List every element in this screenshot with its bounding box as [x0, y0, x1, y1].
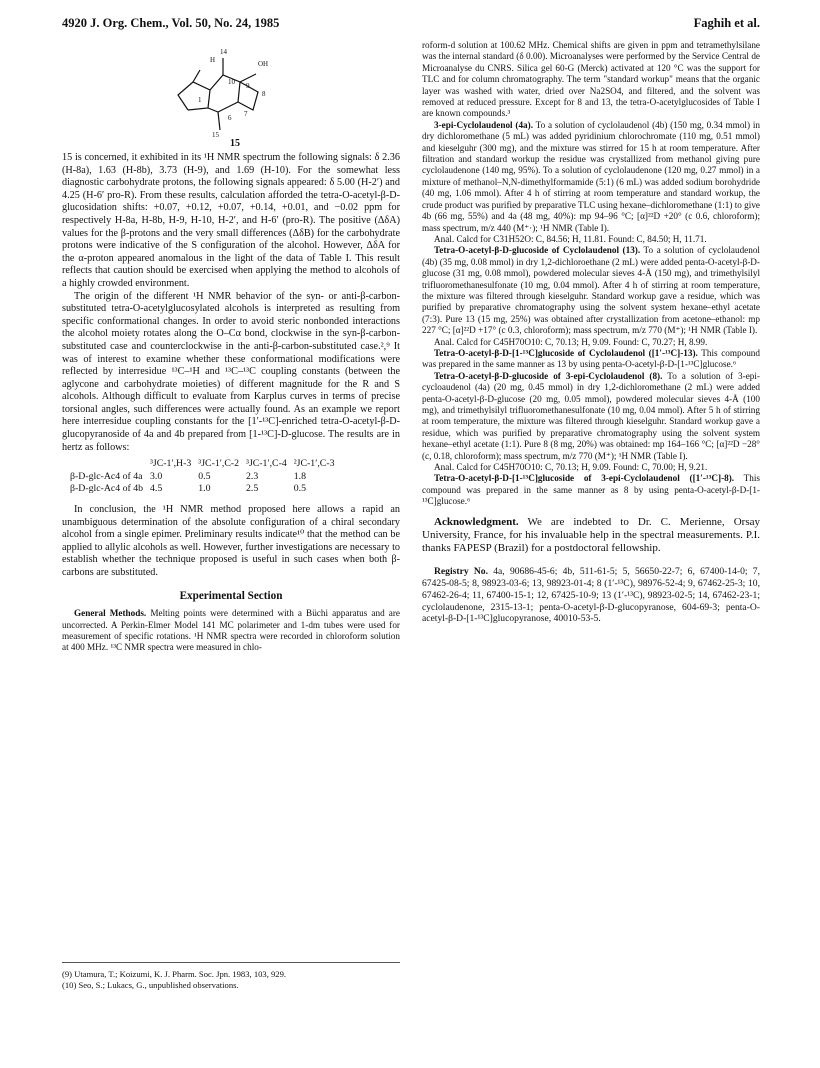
- table-header: ²JC-1′,C-3: [293, 458, 335, 470]
- run-in-heading: Registry No.: [434, 566, 488, 578]
- running-author: Faghih et al.: [693, 16, 760, 30]
- table-header: ³JC-1′,C-4: [246, 458, 287, 470]
- atom-label: 1: [198, 96, 202, 104]
- table-header: ³JC-1′,H-3: [150, 458, 192, 470]
- table-cell: β-D-glc-Ac4 of 4b: [70, 483, 143, 495]
- paragraph: The origin of the different ¹H NMR behavior of the syn- or anti-β-carbon-substituted tetra-O-acetylglucosylated alcohols is interpreted as resulting from specific conformational changes. In order to avoid steric nonbonded interactions the alcohol moiety rotates along the O–Cα bond, clockwise in the syn-β-carbon-substituted case and counterclockwise in the anti-β-carbon-substituted case.²,⁹ It was of interest to examine whether these conformational modifications were reflected by interresidue ¹³C–¹H and ¹³C–¹³C coupling constants (between the aglycone and carbohydrate moieties) of different magnitude for the R and S alcohols. Although difficult to evaluate from Karplus curves in terms of precise torsional angles, such differences were actually found. As an example we report here interresidue coupling constants for the [1′-¹³C]-enriched tetra-O-acetyl-β-D-glucopyranoside of 4a and 4b prepared from [1-¹³C]-D-glucose. The results are in hertz as follows:: [62, 290, 400, 453]
- section-title: Experimental Section: [179, 589, 283, 602]
- table-header: ³JC-1′,C-2: [198, 458, 240, 470]
- paragraph: [422, 348, 760, 371]
- paragraph-text: To a solution of cyclolaudenol (4b) (35 mg, 0.08 mmol) in dry 1,2-dichloroethane (2 mL) were added penta-O-acetyl-β-D-glucose (31 mg, 0.08 mmol), powdered molecular sieves 4-Å (150 mg), and trimethylsilyl trifluoromethanesulfonate (10 mg, 0.04 mmol). After 4 h of stirring at room temperature, the mixture was filtered through kieselguhr. Standard workup gave a residue, which was purified by preparative chromatography using the solvent system hexane–ethyl acetate (7:3). Pure 13 (15 mg, 25%) was obtained after crystallization from acetone–ethanol: mp 227 °C; [α]²²D +17° (c 0.3, chloroform); mass spectrum, m/z 770 (M⁺); ¹H NMR (Table I).: [422, 245, 760, 336]
- page-header: [62, 16, 760, 36]
- paragraph: Anal. Calcd for C45H70O10: C, 70.13; H, 9.09. Found: C, 70.27; H, 8.99.: [434, 336, 708, 347]
- table-cell: 3.0: [150, 470, 163, 482]
- run-in-heading: Tetra-O-acetyl-β-D-[1-¹³C]glucoside of Cyclolaudenol ([1′-¹³C]-13).: [434, 347, 698, 358]
- run-in-heading: 3-epi-Cyclolaudenol (4a).: [434, 119, 534, 130]
- paragraph: Anal. Calcd for C31H52O: C, 84.56; H, 11.81. Found: C, 84.50; H, 11.71.: [434, 233, 707, 244]
- atom-label: 9: [246, 82, 250, 90]
- paragraph: Anal. Calcd for C45H70O10: C, 70.13; H, 9.09. Found: C, 70.00; H, 9.21.: [434, 462, 708, 473]
- table-header: [70, 458, 150, 471]
- paragraph-text: This compound was prepared in the same manner as 8 by using penta-O-acetyl-β-D-[1-¹³C]glucose.⁶: [422, 473, 760, 507]
- table-cell: 0.5: [198, 470, 211, 482]
- run-in-heading: Tetra-O-acetyl-β-D-glucoside of 3-epi-Cyclolaudenol (8).: [434, 370, 663, 381]
- registry-numbers: [422, 566, 760, 625]
- atom-label: 14: [220, 48, 227, 56]
- paragraph: [422, 371, 760, 462]
- paragraph: In conclusion, the ¹H NMR method proposed here allows a rapid an unambiguous determination of the absolute configuration of a chiral secondary alcohol from a single epimer. Preliminary results indicate¹⁰ that the method can be applied to allylic alcohols as well. However, further investigations are necessary to establish whether the technique proposed is useful in such cases when both β-carbons are substituted.: [62, 504, 400, 578]
- compound-label: 15: [230, 138, 240, 149]
- paragraph-text: To a solution of 3-epi-cycloaudenol (4a) (20 mg, 0.45 mmol) in dry 1,2-dichloromethane (2 mL) were added penta-O-acetyl-β-D-glucose (20 mg, 0.05 mmol), powdered molecular sieves 4-Å (100 mg), and trimethylsilyl trifluoromethanesulfonate (10 mg, 0.04 mmol). After 5 h of stirring at room temperature, the mixture was filtered through kieselguhr. Standard workup gave a residue, which was purified by preparative chromatography using the solvent system hexane–ethyl acetate (1:1). Pure 8 (8 mg, 20%) was obtained: mp 164–166 °C; [α]²²D −28° (c, 0.18, chloroform); mass spectrum, m/z 770 (M⁺); ¹H NMR (Table I).: [422, 370, 760, 461]
- paragraph-text: We are indebted to Dr. C. Merienne, Orsay University, France, for his invaluable help in the spectral measurements. P.I. thanks FAPESP (Brazil) for a postdoctoral fellowship.: [422, 515, 760, 555]
- atom-label: 6: [228, 114, 232, 122]
- run-in-heading: Tetra-O-acetyl-β-D-[1-¹³C]glucoside of 3-epi-Cyclolaudenol ([1′-¹³C]-8).: [434, 473, 735, 484]
- atom-label: 10: [228, 78, 235, 86]
- table-row: [70, 483, 341, 496]
- paragraph: 15 is concerned, it exhibited in its ¹H NMR spectrum the following signals: δ 2.36 (H-8a), 1.63 (H-8b), 3.73 (H-9), and 1.69 (H-10). For the somewhat less diagnostic carbohydrate protons, the following signals appeared: δ 5.00 (H-2′) and 4.25 (H-6′ pro-R). From these results, calculation afforded the tetra-O-acetyl-β-D-glucosidation shifts: +0.07, +0.12, +0.07, +0.14, +0.01, and −0.02 ppm for respectively H-8a, H-8b, H-9, H-10, H-2′, and H-6′ (pro-R). The positive (ΔδA) values for the β-protons and the very small differences (ΔδB) for the carbohydrate protons were indicative of the S configuration of the alcohol. However, ΔδA for the α-proton appeared anomalous in the light of the data of Table I. This result reflects that caution should be exercised when applying the method to alcohols of a highly crowded environment.: [62, 152, 400, 289]
- table-header-row: [70, 458, 341, 471]
- paragraph-text: 4a, 90686-45-6; 4b, 511-61-5; 5, 56650-22-7; 6, 67400-14-0; 7, 67425-08-5; 8, 98923-03-6; 13, 98923-01-4; 8 (1′-¹³C), 98976-52-4; 9, 67462-25-3; 10, 67462-26-4; 11, 67400-15-1; 12, 67425-10-9; 13 (1′-¹³C), 98923-02-5; 14, 67462-23-1; cyclolaudenone, 2315-13-1; penta-O-acetyl-β-D-glucopyranose, 604-69-3; penta-O-acetyl-β-D-[1-¹³C]glucopyranose, 40010-53-5.: [422, 566, 760, 625]
- table-cell: 2.3: [246, 470, 259, 482]
- atom-label: 8: [262, 90, 266, 98]
- paragraph: [422, 245, 760, 336]
- journal-citation: 4920 J. Org. Chem., Vol. 50, No. 24, 1985: [62, 16, 280, 30]
- footnote: (9) Utamura, T.; Koizumi, K. J. Pharm. Soc. Jpn. 1983, 103, 929.: [62, 969, 287, 979]
- paragraph-text: Melting points were determined with a Büchi apparatus and are uncorrected. A Perkin-Elmer Model 141 MC polarimeter and 1-dm tubes were used for measurement of specific rotations. ¹H NMR spectra were recorded in chloroform solution at 400 MHz. ¹³C NMR spectra were measured in chlo-: [62, 608, 400, 653]
- paragraph: [422, 120, 760, 234]
- footnotes: [62, 962, 400, 990]
- left-column: [62, 40, 400, 654]
- chemical-structure-15: [158, 40, 308, 140]
- table-cell: 2.5: [246, 483, 259, 495]
- table-cell: β-D-glc-Ac4 of 4a: [70, 470, 143, 482]
- run-in-heading: General Methods.: [74, 608, 147, 619]
- paragraph: [422, 473, 760, 507]
- table-cell: 1.0: [198, 483, 211, 495]
- structure-figure: [62, 40, 400, 152]
- paragraph-text: To a solution of cyclolaudenol (4b) (150 mg, 0.34 mmol) in dry dichloromethane (5 mL) was added pyridinium chlorochromate (110 mg, 0.51 mmol) and kieselguhr (300 mg), and the mixture was stirred for 15 h at room temperature. After filtration and standard workup the residue was crystallized from methanol giving pure cyclolaudenone (140 mg, 95%). To a solution of cyclolaudenone (120 mg, 0.27 mmol) in a mixture of methanol–N,N-dimethylformamide (5:1) (6 mL) was added sodium borohydride (40 mg, 1.06 mmol). After 4 h of stirring at room temperature and standard workup, the crude product was purified by preparative TLC using hexane–dichloromethane (1:1) to give 4b (66 mg, 55%) and 4a (48 mg, 40%): mp 94–96 °C; [α]²²D +20° (c 0.6, chloroform); mass spectrum, m/z 440 (M⁺·); ¹H NMR (Table I).: [422, 119, 760, 233]
- table-cell: 4.5: [150, 483, 163, 495]
- run-in-heading: Tetra-O-acetyl-β-D-glucoside of Cyclolaudenol (13).: [434, 245, 641, 256]
- right-column: [422, 40, 760, 635]
- paragraph: roform-d solution at 100.62 MHz. Chemical shifts are given in ppm and tetramethylsilane was the internal standard (δ 0.00). Microanalyses were performed by the Service Central de Microanalyse du CNRS. Silica gel 60-G (Merck) activated at 120 °C was the support for TLC and for column chromatography. The term "standard workup" means that the organic layer was washed with water, dried over Na2SO4, and filtered, and the solvent was removed at reduced pressure. Except for 8 and 13, the tetra-O-acetylglucosides of Table I are known compounds.³: [422, 40, 760, 119]
- table-cell: 0.5: [293, 483, 306, 495]
- atom-label: OH: [258, 60, 269, 68]
- atom-label: 7: [244, 110, 248, 118]
- paragraph-text: This compound was prepared in the same manner as 13 by using penta-O-acetyl-β-D-[1-¹³C]glucose.⁶: [422, 347, 760, 370]
- acknowledgment: [422, 516, 760, 556]
- footnote: (10) Seo, S.; Lukacs, G., unpublished observations.: [62, 979, 239, 990]
- run-in-heading: Acknowledgment.: [434, 515, 519, 528]
- atom-label: 15: [212, 131, 219, 139]
- table-cell: 1.8: [293, 470, 306, 482]
- paragraph: [62, 608, 400, 654]
- atom-label: H: [210, 56, 216, 64]
- table-row: [70, 471, 341, 484]
- coupling-constants-table: [70, 458, 341, 496]
